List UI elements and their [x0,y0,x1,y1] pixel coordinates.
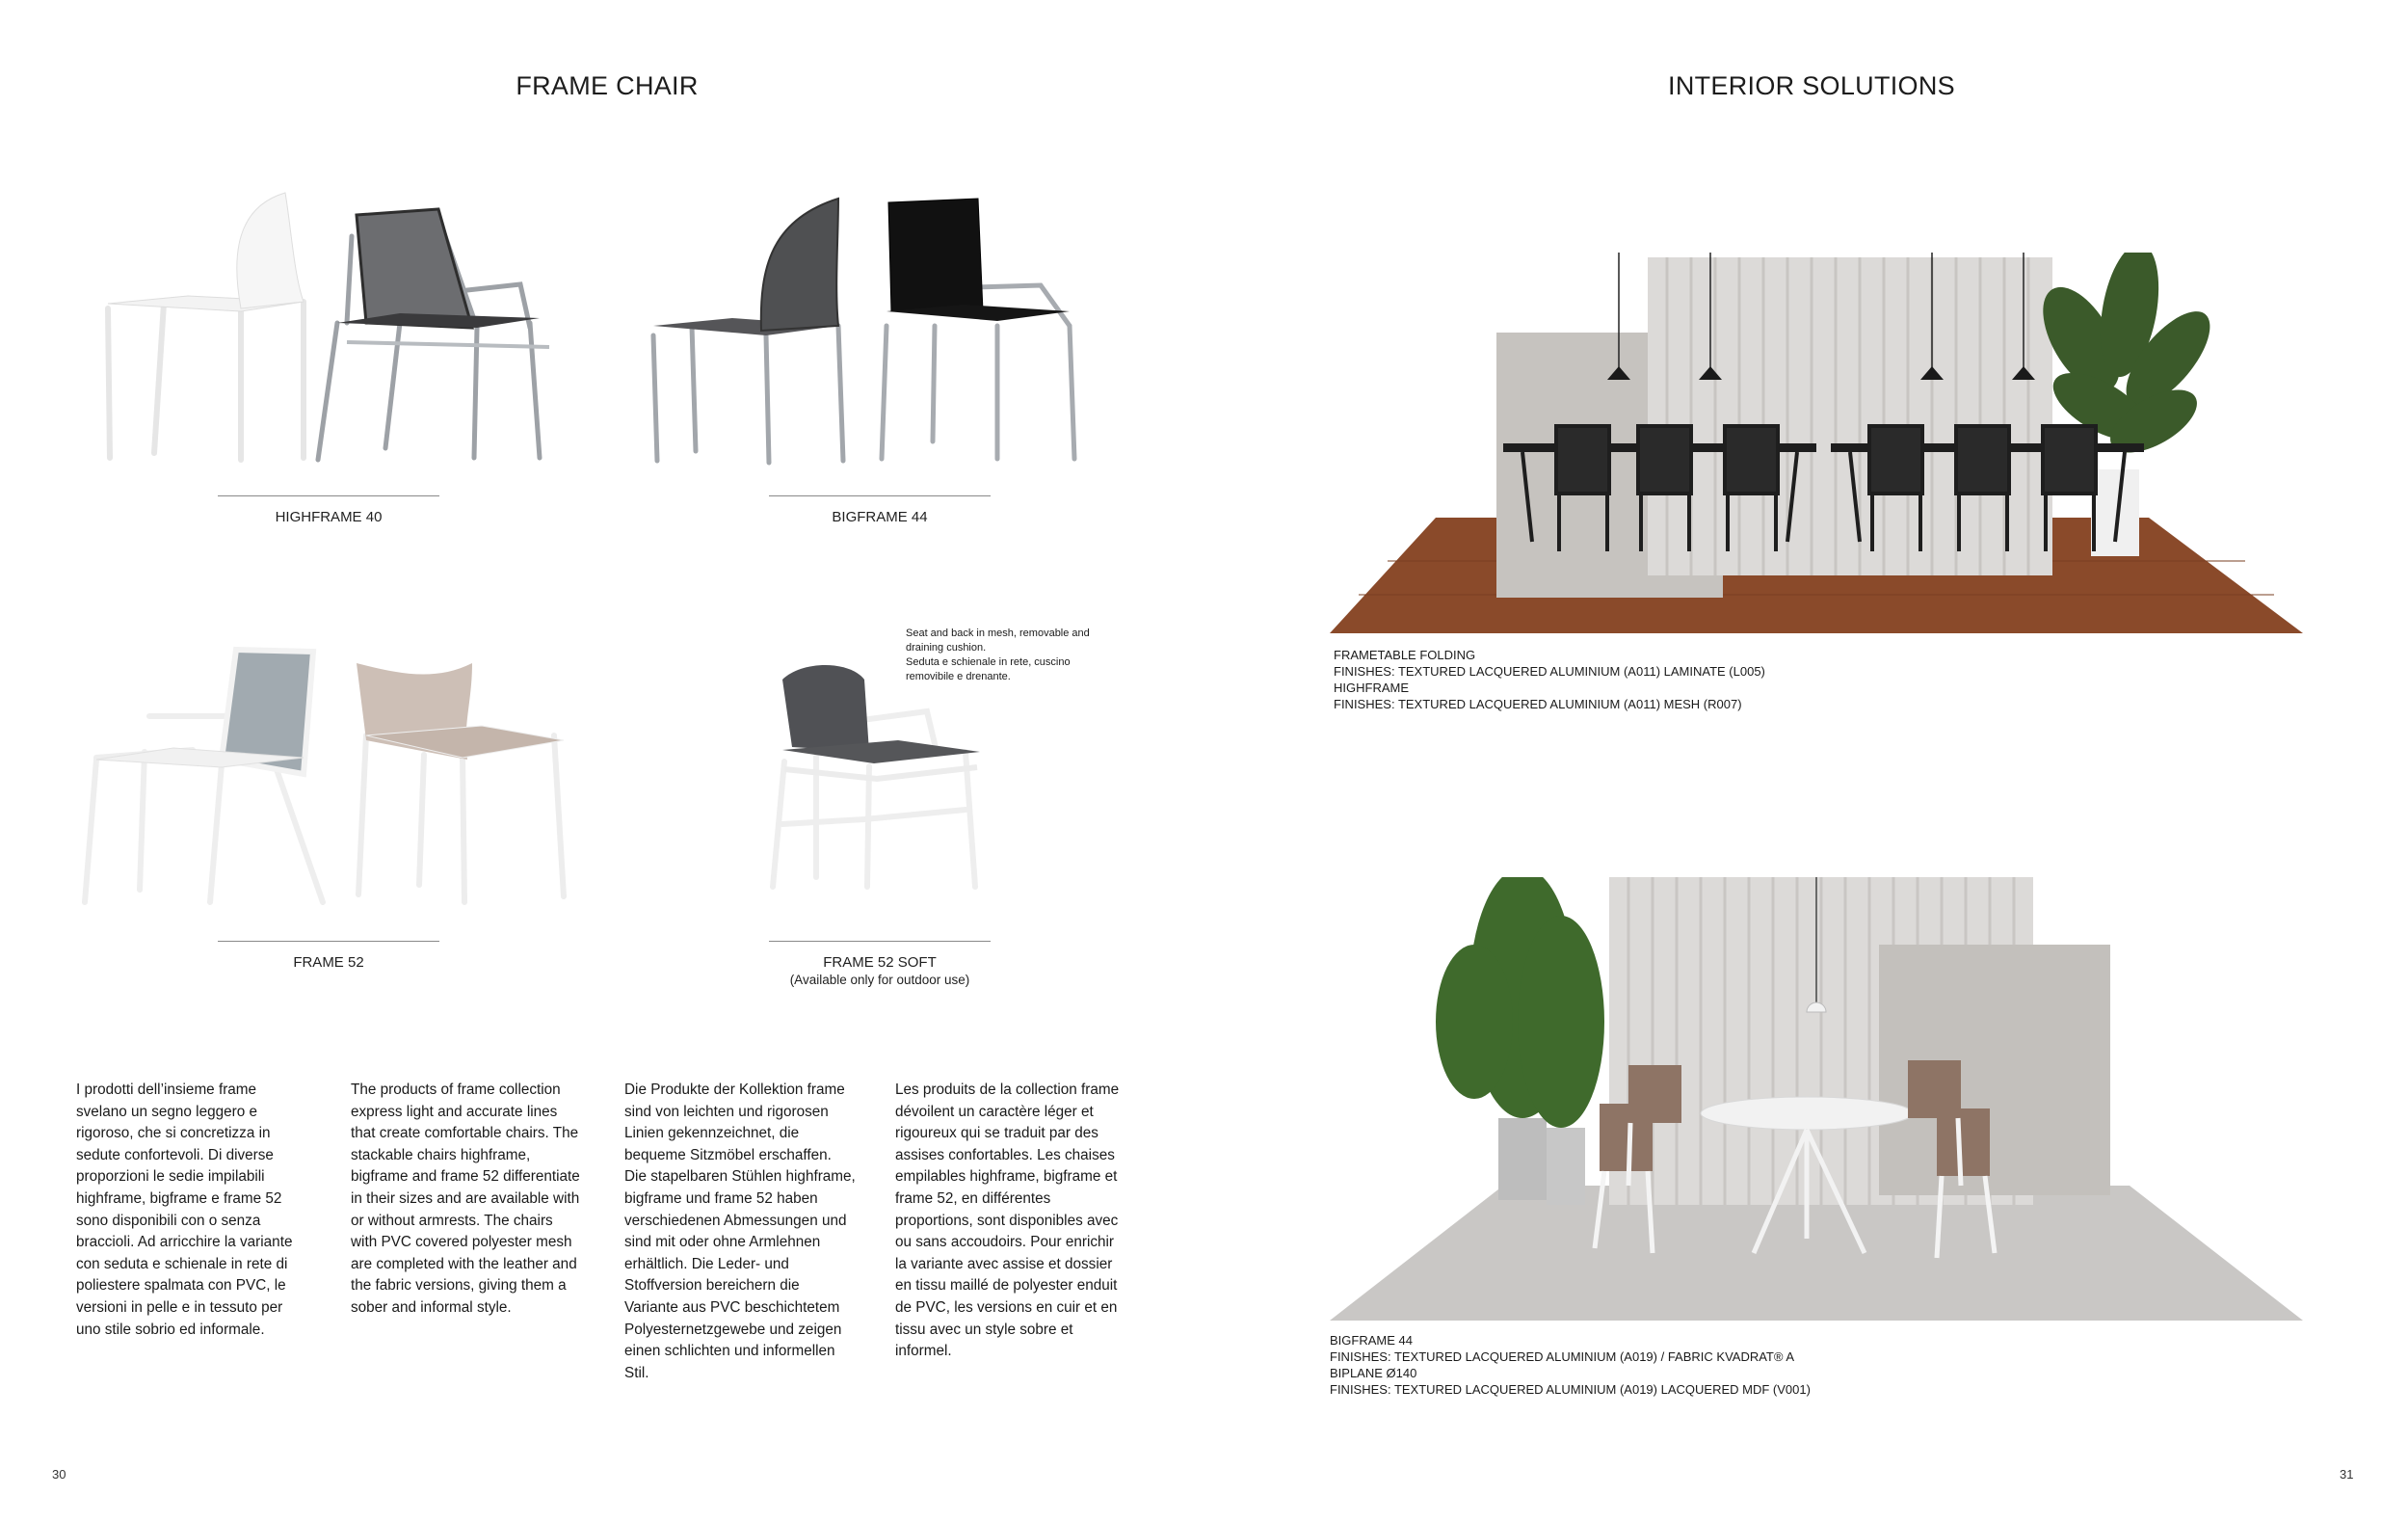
frame-52-soft-label: FRAME 52 SOFT [823,954,937,971]
frametable-caption: FRAMETABLE FOLDING FINISHES: TEXTURED LACQUERED ALUMINIUM (A011) LAMINATE (L005) HIGHFRAME FINISHES: TEXTURED LACQUERED ALUMINIUM (A011) MESH (R007) [1334,648,1765,711]
frame-52-soft-rule [769,941,991,942]
right-page-title: INTERIOR SOLUTIONS [1668,71,1955,100]
text-column-english: The products of frame collection express light and accurate lines that create comfortable chairs. The stackable chairs highframe, bigframe and frame 52 differentiate in their sizes and are available with or without armrests. The chairs with PVC covered polyester mesh are completed with the leather and the fabric versions, giving them a sober and informal style. [351,1081,580,1316]
bigframe-caption: BIGFRAME 44 FINISHES: TEXTURED LACQUERED ALUMINIUM (A019) / FABRIC KVADRAT® A BIPLANE Ø140 FINISHES: TEXTURED LACQUERED ALUMINIUM (A019) LACQUERED MDF (V001) [1330,1333,1811,1397]
highframe-40-image [96,188,578,463]
bigframe-44-rule [769,495,991,496]
frame-52-image [77,644,578,909]
text-column-german: Die Produkte der Kollektion frame sind von leichten und rigorosen Linien gekennzeichnet, die bequeme Sitzmöbel erschaffen. Die stapelbaren Stühlen highframe, bigframe und frame 52 haben verschiedenen Abmessungen und sind mit oder ohne Armlehnen erhältlich. Die Leder- und Stoffversion bereichern die Variante aus PVC beschichtetem Polyesternetzgewebe und zeigen einen schlichten und informellen Stil. [624,1081,856,1381]
text-column-italian: I prodotti dell’insieme frame svelano un segno leggero e rigoroso, che si concretizza in sedute confortevoli. Di diverse proporzioni le sedie impilabili highframe, bigframe e frame 52 sono disponibili con o senza braccioli. Ad arricchire la variante con seduta e schienale in rete di poliestere spalmata con PVC, le versioni in pelle e in tessuto per uno stile sobrio ed informale. [76,1081,293,1338]
frame-52-soft-note: Seat and back in mesh, removable and draining cushion. Seduta e schienale in rete, cuscino removibile e drenante. [906,627,1090,682]
page-number-right: 31 [2340,1467,2354,1482]
bigframe-44-image [646,191,1089,466]
page-number-left: 30 [52,1467,66,1482]
frametable-scene-image [1330,253,2303,638]
bigframe-44-label: BIGFRAME 44 [832,509,928,525]
bigframe-scene-image [1330,877,2303,1321]
frame-52-rule [218,941,439,942]
left-page-title: FRAME CHAIR [516,71,699,100]
highframe-40-label: HIGHFRAME 40 [275,509,383,525]
frame-52-label: FRAME 52 [293,954,364,971]
frame-52-soft-image [763,655,994,892]
text-column-french: Les produits de la collection frame dévoilent un caractère léger et rigoureux qui se traduit par des assises confortables. Les chaises empilables highframe, bigframe et frame 52, en différentes proportions, sont disponibles avec ou sans accoudoirs. Pour enrichir la variante avec assise et dossier en tissu maillé de polyester enduit de PVC, les versions en cuir et en tissu avec un style sobre et informel. [895,1081,1120,1360]
highframe-40-rule [218,495,439,496]
frame-52-soft-subtitle: (Available only for outdoor use) [789,973,970,987]
